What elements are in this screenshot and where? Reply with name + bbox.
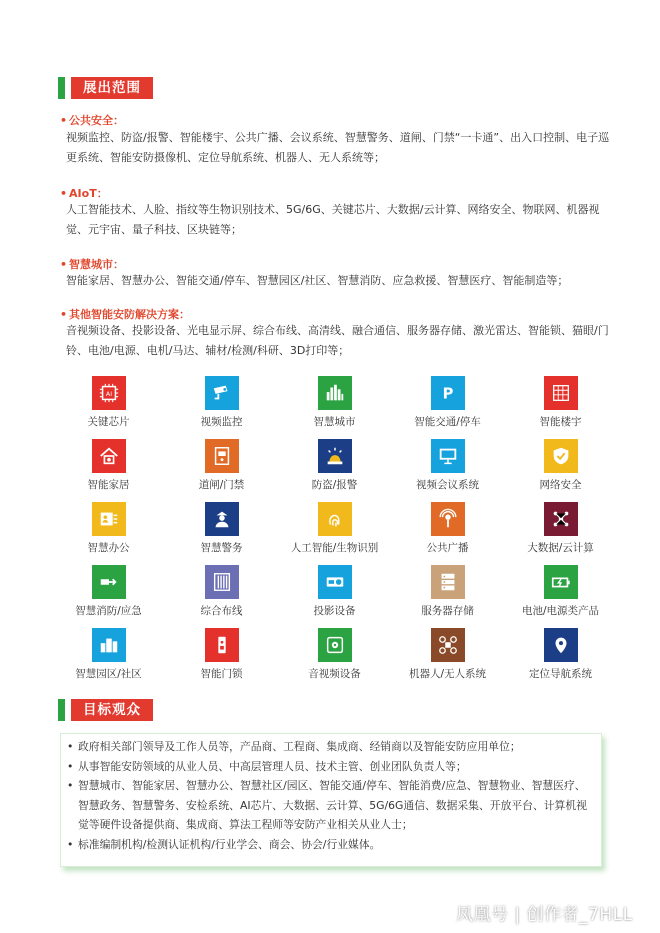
product-label: 音视频设备 (308, 668, 361, 680)
product-label: 机器人/无人系统 (408, 668, 487, 680)
product-item (504, 565, 617, 628)
product-item (165, 376, 278, 439)
gate-icon (205, 439, 239, 473)
product-item (52, 439, 165, 502)
category-label-smart-city: • 智慧城市： (60, 258, 125, 271)
drone-icon (431, 628, 465, 662)
broadcast-icon (431, 502, 465, 536)
product-item (504, 439, 617, 502)
product-item (278, 376, 391, 439)
product-item (52, 565, 165, 628)
product-label: 投影设备 (313, 605, 356, 617)
product-item (504, 376, 617, 439)
server-icon (431, 565, 465, 599)
category-label-other: • 其他智能安防解决方案： (60, 308, 191, 321)
svg-text:AI: AI (105, 389, 112, 398)
product-item (504, 502, 617, 565)
police-icon (205, 502, 239, 536)
product-label: 智能门锁 (200, 668, 243, 680)
battery-icon (544, 565, 578, 599)
product-item (391, 376, 504, 439)
product-label: 综合布线 (200, 605, 243, 617)
product-item (165, 439, 278, 502)
parking-icon (431, 376, 465, 410)
category-text-other: 音视频设备、投影设备、光电显示屏、综合布线、高清线、融合通信、服务器存储、激光雷达、智能锁、猫眼/门铃、电池/电源、电机/马达、辅材/检测/科研、3D打印等； (66, 324, 609, 357)
product-label: 防盗/报警 (311, 479, 358, 491)
product-item (391, 439, 504, 502)
green-accent-bar (58, 699, 65, 721)
section-header-exhibits (58, 77, 153, 99)
fingerprint-icon (318, 502, 352, 536)
product-item (504, 628, 617, 691)
audience-item: • 政府相关部门领导及工作人员等，产品商、工程商、集成商、经销商以及智能安防应用单位； (66, 737, 596, 757)
category-label-aiot: • AIoT： (60, 187, 108, 200)
office-icon (92, 502, 126, 536)
category-text-aiot: 人工智能技术、人脸、指纹等生物识别技术、5G/6G、关键芯片、大数据/云计算、网络安全、物联网、机器视觉、元宇宙、量子科技、区块链等； (66, 203, 600, 236)
product-item (278, 439, 391, 502)
product-item (391, 565, 504, 628)
product-label: 定位导航系统 (529, 668, 592, 680)
city-icon (318, 376, 352, 410)
shield-icon (544, 439, 578, 473)
product-item (391, 502, 504, 565)
audience-item: • 从事智能安防领域的从业人员、中高层管理人员、技术主管、创业团队负责人等； (66, 757, 596, 777)
product-label: 智能楼宇 (539, 416, 582, 428)
product-label: 关键芯片 (87, 416, 130, 428)
product-label: 智能交通/停车 (414, 416, 481, 428)
section-title-exhibits: 展出范围 (71, 77, 153, 99)
category-label-public-safety: • 公共安全： (60, 114, 125, 127)
product-item (278, 628, 391, 691)
chip-icon (92, 376, 126, 410)
building-icon (544, 376, 578, 410)
camera-icon (205, 376, 239, 410)
product-label: 智慧城市 (313, 416, 356, 428)
product-label: 智慧警务 (200, 542, 243, 554)
section-header-audience (58, 699, 153, 721)
svg-text:P: P (442, 385, 453, 403)
product-label: 道闸/门禁 (198, 479, 245, 491)
fire-icon (92, 565, 126, 599)
watermark: 凤凰号 | 创作者_7HLL (456, 905, 633, 925)
product-label: 智慧消防/应急 (75, 605, 142, 617)
product-label: 视频监控 (200, 416, 243, 428)
product-item (165, 502, 278, 565)
product-label: 电池/电源类产品 (521, 605, 600, 617)
product-item (278, 502, 391, 565)
cabling-icon (205, 565, 239, 599)
audience-list (66, 737, 596, 855)
product-label: 人工智能/生物识别 (290, 542, 379, 554)
alarm-icon (318, 439, 352, 473)
product-item (52, 628, 165, 691)
green-accent-bar (58, 77, 65, 99)
audience-item: • 标准编制机构/检测认证机构/行业学会、商会、协会/行业媒体。 (66, 835, 596, 855)
product-icon-grid (52, 376, 616, 691)
product-item (391, 628, 504, 691)
location-icon (544, 628, 578, 662)
section-title-audience: 目标观众 (71, 699, 153, 721)
product-label: 公共广播 (426, 542, 469, 554)
projector-icon (318, 565, 352, 599)
product-label: 视频会议系统 (416, 479, 479, 491)
data-icon (544, 502, 578, 536)
product-item (165, 565, 278, 628)
product-item (278, 565, 391, 628)
product-label: 智能家居 (87, 479, 130, 491)
product-label: 智慧园区/社区 (75, 668, 142, 680)
product-label: 智慧办公 (87, 542, 130, 554)
product-label: 服务器存储 (421, 605, 474, 617)
av-device-icon (318, 628, 352, 662)
product-item (52, 502, 165, 565)
park-icon (92, 628, 126, 662)
category-text-smart-city: 智能家居、智慧办公、智能交通/停车、智慧园区/社区、智慧消防、应急救援、智慧医疗、智能制造等； (66, 274, 569, 287)
lock-icon (205, 628, 239, 662)
product-label: 网络安全 (539, 479, 582, 491)
home-icon (92, 439, 126, 473)
video-conference-icon (431, 439, 465, 473)
category-text-public-safety: 视频监控、防盗/报警、智能楼宇、公共广播、会议系统、智慧警务、道闸、门禁“一卡通”、出入口控制、电子巡更系统、智能安防摄像机、定位导航系统、机器人、无人系统等； (66, 131, 610, 164)
product-item (52, 376, 165, 439)
product-label: 大数据/云计算 (527, 542, 594, 554)
product-item (165, 628, 278, 691)
audience-item: • 智慧城市、智能家居、智慧办公、智慧社区/园区、智能交通/停车、智能消费/应急、智慧物业、智慧医疗、智慧政务、智慧警务、安检系统、AI芯片、大数据、云计算、5G/6G通信、数据采集、开放平台、计算机视觉等硬件设备提供商、集成商、算法工程师等安防产业相关从业人士； (66, 776, 596, 835)
